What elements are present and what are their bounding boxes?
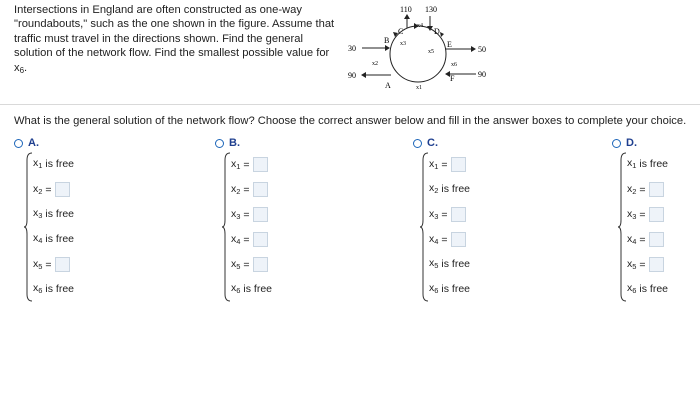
period: . [24,61,28,74]
edge-variable-label: x5 [428,49,434,55]
answer-input-box[interactable] [649,257,664,272]
answer-input-box[interactable] [253,257,268,272]
flow-label: 130 [425,5,437,14]
equation-row [33,282,74,295]
answer-input-box[interactable] [649,182,664,197]
free-label: is free [45,282,75,295]
variable-name: $x_1$ [429,158,439,171]
edge-variable-label: x6 [451,62,457,68]
equation-row [627,257,664,272]
equals-sign: = [45,183,52,196]
answer-input-box[interactable] [451,232,466,247]
variable-subscript: 2 [632,187,637,196]
equals-sign: = [441,233,448,246]
free-label: is free [243,282,273,295]
equation-row [231,182,268,197]
option-a-label: A. [28,137,39,149]
variable-subscript: 1 [38,161,43,170]
equals-sign: = [441,208,448,221]
option-a-radio[interactable] [14,137,39,149]
equation-row [231,257,268,272]
answer-input-box[interactable] [649,232,664,247]
variable-name: $x_2$ [429,182,439,195]
variable-subscript: 3 [236,212,241,221]
variable-name: $x_1$ [627,157,637,170]
variable-name: $x_4$ [627,233,637,246]
variable-name: $x_4$ [429,233,439,246]
problem-target-variable [14,61,344,78]
equation-row [627,182,664,197]
variable-name: $x_1$ [231,158,241,171]
equation-row [33,257,70,272]
node-label: A [385,81,391,90]
variable-name: $x_3$ [33,207,43,220]
answer-input-box[interactable] [55,257,70,272]
radio-icon[interactable] [413,139,422,148]
variable-subscript: 4 [434,237,439,246]
section-divider [0,104,700,105]
variable-name: $x_6$ [231,282,241,295]
arrow-icon [440,32,444,37]
equation-row [627,157,668,170]
equation-row [231,232,268,247]
equals-sign: = [243,183,250,196]
variable-subscript: 6 [434,286,439,295]
variable-name: $x_2$ [33,183,43,196]
variable-subscript: 1 [236,162,241,171]
radio-icon[interactable] [612,139,621,148]
answer-input-box[interactable] [451,207,466,222]
variable-subscript: 1 [434,162,439,171]
answer-input-box[interactable] [253,157,268,172]
equation-row [33,232,74,245]
equation-row [429,182,470,195]
variable-subscript: 2 [236,187,241,196]
variable-subscript: 5 [632,262,637,271]
variable-name: $x_3$ [429,208,439,221]
equation-row [429,157,466,172]
variable-subscript: 1 [632,161,637,170]
variable-subscript: 5 [236,262,241,271]
equation-row [429,207,466,222]
variable-subscript: 4 [632,237,637,246]
variable-subscript: 3 [632,212,637,221]
flow-label: 90 [478,70,486,79]
equals-sign: = [243,208,250,221]
equation-row [231,282,272,295]
variable-name: $x_2$ [627,183,637,196]
problem-line: "roundabouts," such as the one shown in the figure. Assume that [14,18,335,31]
variable-name: $x_5$ [627,258,637,271]
option-b-label: B. [229,137,240,149]
left-brace [420,152,430,302]
variable-name: $x_1$ [33,157,43,170]
option-d-label: D. [626,137,637,149]
variable-name: $x_5$ [33,258,43,271]
equation-row [429,282,470,295]
variable-name: $x_6$ [33,282,43,295]
equation-row [231,207,268,222]
variable-subscript: 6 [236,286,241,295]
radio-icon[interactable] [14,139,23,148]
answer-input-box[interactable] [55,182,70,197]
variable-name: $x_5$ [231,258,241,271]
equation-row [33,182,70,197]
arrow-left-icon [361,72,366,78]
roundabout-diagram [344,2,494,94]
equation-row [627,207,664,222]
left-brace [24,152,34,302]
option-c-label: C. [427,137,438,149]
free-label: is free [441,182,471,195]
node-label: C [398,27,404,36]
variable-name: $x_2$ [231,183,241,196]
variable-subscript: 4 [38,236,43,245]
variable-name: $x_6$ [429,282,439,295]
variable-subscript: 5 [38,262,43,271]
equals-sign: = [639,183,646,196]
flow-label: 90 [348,71,356,80]
variable-subscript: 3 [434,212,439,221]
equals-sign: = [243,258,250,271]
node-label: F [450,74,455,83]
radio-icon[interactable] [215,139,224,148]
left-brace [222,152,232,302]
question-text: What is the general solution of the network flow? Choose the correct answer below and fill in the answer boxes to complete your choice. [14,115,687,127]
flow-label: 110 [400,5,412,14]
equals-sign: = [45,258,52,271]
answer-input-box[interactable] [253,232,268,247]
option-b-radio[interactable] [215,137,240,149]
arrow-right-icon [385,45,390,51]
equation-row [627,282,668,295]
variable-name: $x_5$ [429,257,439,270]
equals-sign: = [639,258,646,271]
node-label: D [434,27,440,36]
arrow-up-icon [404,14,410,19]
variable-subscript: 3 [38,211,43,220]
flow-label: 30 [348,44,356,53]
node-label: B [384,36,390,45]
free-label: is free [45,157,75,170]
answer-input-box[interactable] [649,207,664,222]
free-label: is free [45,232,75,245]
option-c-radio[interactable] [413,137,438,149]
variable-subscript: 6 [38,286,43,295]
equals-sign: = [243,233,250,246]
equation-row [33,207,74,220]
option-d-radio[interactable] [612,137,637,149]
variable-subscript: 6 [632,286,637,295]
edge-variable-label: x4 [417,23,423,29]
answer-input-box[interactable] [451,157,466,172]
equals-sign: = [243,158,250,171]
problem-line: solution of the network flow. Find the smallest possible value for [14,47,330,60]
flow-label: 50 [478,45,486,54]
answer-input-box[interactable] [253,182,268,197]
variable-name: $x_3$ [231,208,241,221]
variable-name: $x_6$ [627,282,637,295]
answer-input-box[interactable] [253,207,268,222]
free-label: is free [639,282,669,295]
equals-sign: = [639,208,646,221]
variable-subscript: 4 [236,237,241,246]
equation-row [33,157,74,170]
equation-row [429,257,470,270]
problem-line: Intersections in England are often constructed as one-way [14,4,302,16]
variable-name: $x_4$ [231,233,241,246]
variable-subscript: 2 [434,186,439,195]
equation-row [627,232,664,247]
variable-letter: x [14,61,20,74]
equation-row [231,157,268,172]
variable-subscript: 5 [434,261,439,270]
edge-variable-label: x1 [416,85,422,91]
equation-row [429,232,466,247]
equals-sign: = [639,233,646,246]
edge-variable-label: x2 [372,61,378,67]
free-label: is free [441,282,471,295]
edge-variable-label: x3 [400,41,406,47]
node-label: E [447,40,452,49]
variable-name: $x_3$ [627,208,637,221]
variable-subscript: 6 [19,65,25,75]
problem-statement [14,3,344,78]
left-brace [618,152,628,302]
free-label: is free [639,157,669,170]
free-label: is free [45,207,75,220]
equals-sign: = [441,158,448,171]
arrow-right-icon [471,46,476,52]
problem-line: traffic must travel in the directions shown. Find the general [14,32,303,45]
free-label: is free [441,257,471,270]
variable-name: $x_4$ [33,232,43,245]
variable-subscript: 2 [38,187,43,196]
